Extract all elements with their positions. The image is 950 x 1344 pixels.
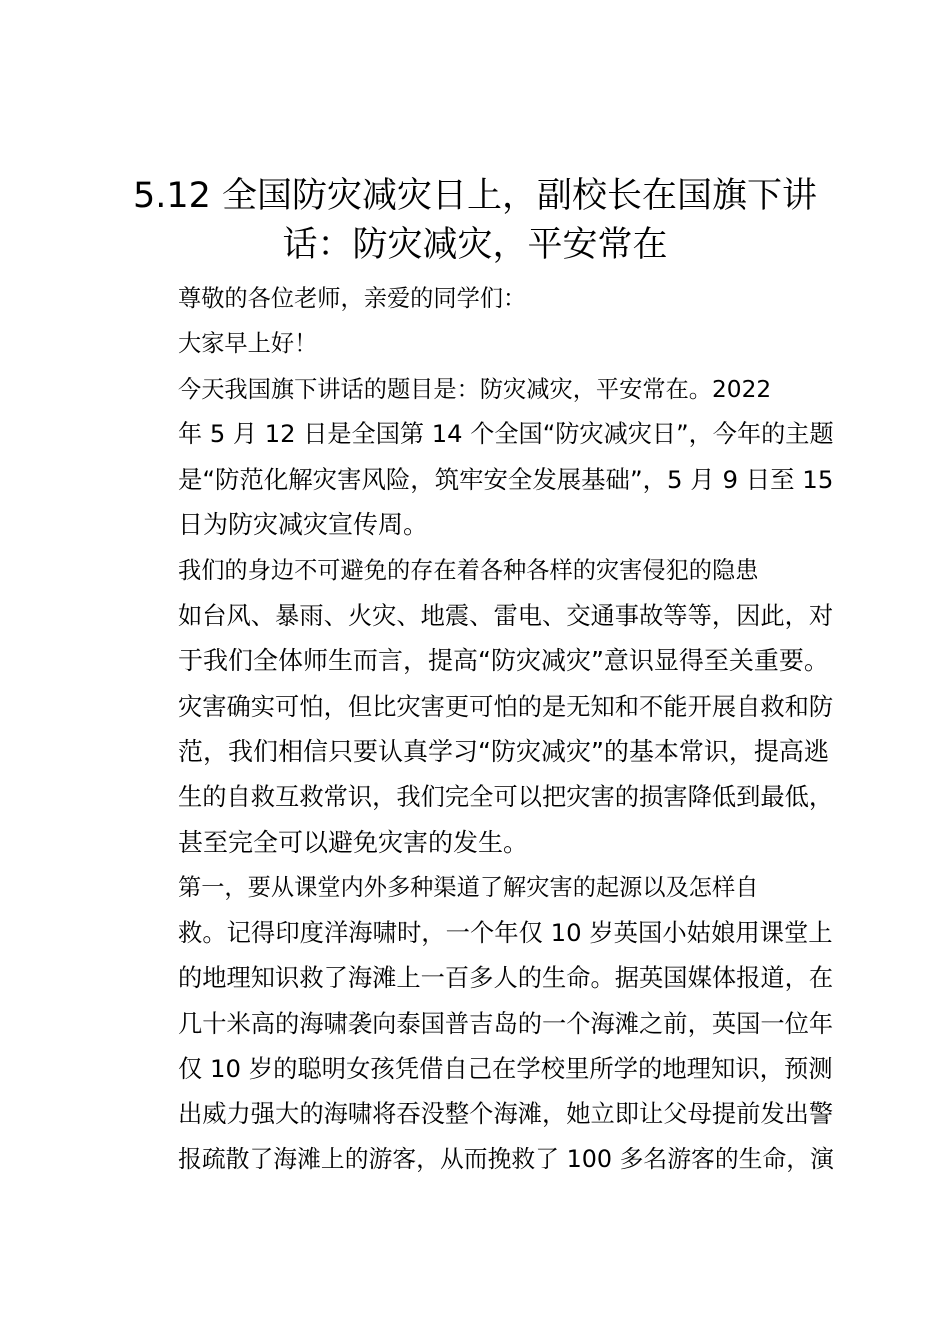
text-line: 今天我国旗下讲话的题目是：防灾减灾，平安常在。2022: [178, 375, 772, 403]
title-line: 5.12 全国防灾减灾日上，副校长在国旗下讲: [132, 176, 818, 216]
text-line: 生的自救互救常识，我们完全可以把灾害的损害降低到最低，: [178, 782, 834, 812]
text-line: 第一，要从课堂内外多种渠道了解灾害的起源以及怎样自: [178, 873, 759, 901]
text-line: 救。记得印度洋海啸时，一个年仅 10 岁英国小姑娘用课堂上: [178, 918, 833, 948]
text-line: 出威力强大的海啸将吞没整个海滩，她立即让父母提前发出警: [178, 1099, 834, 1129]
text-line: 范，我们相信只要认真学习“防灾减灾”的基本常识，提高逃: [178, 736, 829, 766]
salutation-paragraph: [128, 321, 832, 366]
title-line: 话：防灾减灾，平安常在: [282, 225, 668, 265]
text-line: 几十米高的海啸袭向泰国普吉岛的一个海滩之前，英国一位年: [178, 1008, 834, 1038]
hazards-paragraph: [128, 548, 832, 865]
intro-paragraph: [128, 367, 832, 548]
text-line: 大家早上好！: [178, 330, 318, 358]
text-line: 年 5 月 12 日是全国第 14 个全国“防灾减灾日”，今年的主题: [178, 419, 834, 448]
document-body: [128, 276, 832, 1182]
text-line: 于我们全体师生而言，提高“防灾减灾”意识显得至关重要。: [178, 646, 829, 676]
text-line: 尊敬的各位老师，亲爱的同学们：: [178, 285, 527, 312]
text-line: 我们的身边不可避免的存在着各种各样的灾害侵犯的隐患: [178, 556, 759, 584]
text-line: 是“防范化解灾害风险，筑牢安全发展基础”，5 月 9 日至 15: [178, 465, 834, 495]
text-line: 如台风、暴雨、火灾、地震、雷电、交通事故等等，因此，对: [178, 601, 834, 631]
text-line: 灾害确实可怕，但比灾害更可怕的是无知和不能开展自救和防: [178, 691, 834, 721]
greeting-paragraph: [128, 276, 832, 321]
text-line: 的地理知识救了海滩上一百多人的生命。据英国媒体报道，在: [178, 963, 834, 993]
text-line: 仅 10 岁的聪明女孩凭借自己在学校里所学的地理知识，预测: [178, 1054, 833, 1084]
text-line: 报疏散了海滩上的游客，从而挽救了 100 多名游客的生命，演: [178, 1144, 834, 1173]
document-title: [120, 172, 830, 270]
text-line: 甚至完全可以避免灾害的发生。: [178, 827, 529, 857]
text-line: 日为防灾减灾宣传周。: [178, 510, 429, 540]
first-point-paragraph: [128, 865, 832, 1182]
